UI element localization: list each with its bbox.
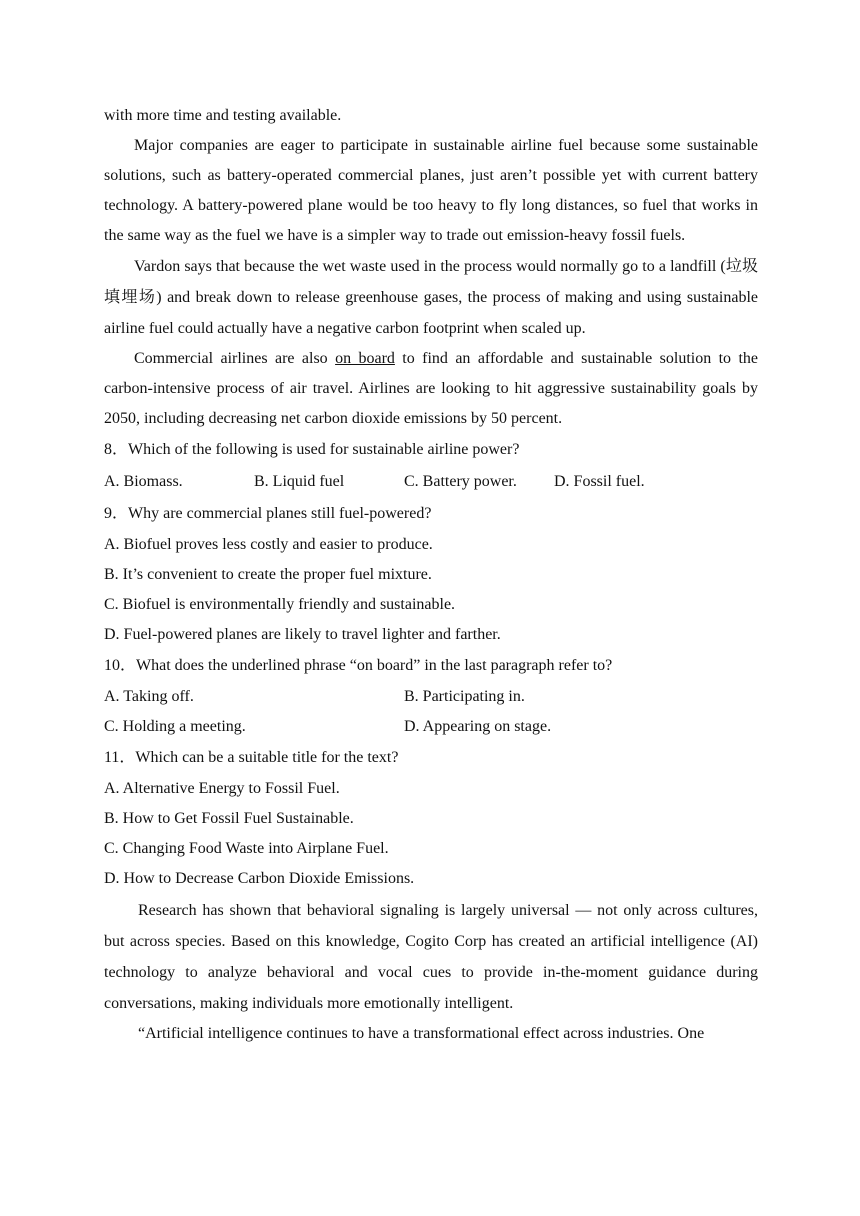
document-page xyxy=(104,101,758,1049)
passage-a-continuation: with more time and testing available. xyxy=(104,107,342,124)
question-10-text: What does the underlined phrase “on board” in the last paragraph refer to? xyxy=(136,657,613,674)
question-8-number: 8． xyxy=(104,441,129,458)
passage-b-paragraph-2: “Artificial intelligence continues to have a transformational effect across industries. One xyxy=(138,1025,705,1042)
question-9-text: Why are commercial planes still fuel-powered? xyxy=(128,505,432,522)
question-8-option-d: D. Fossil fuel. xyxy=(554,473,645,490)
question-8 xyxy=(104,434,758,466)
question-9-option-a: A. Biofuel proves less costly and easier to produce. xyxy=(104,536,433,553)
question-11-option-b: B. How to Get Fossil Fuel Sustainable. xyxy=(104,810,354,827)
paragraph-3-text-before: Commercial airlines are also xyxy=(134,350,336,367)
question-10 xyxy=(104,650,758,682)
question-10-number: 10． xyxy=(104,657,137,674)
passage-a-paragraph-2: Vardon says that because the wet waste used in the process would normally go to a landfill (垃圾填埋场) and break down to release greenhouse gases, the process of making and using sustainable airline fuel could actually have a negative carbon footprint when scaled up. xyxy=(104,258,758,337)
question-8-option-b: B. Liquid fuel xyxy=(254,473,345,490)
question-10-option-a: A. Taking off. xyxy=(104,688,194,705)
question-8-options xyxy=(104,466,758,498)
question-11 xyxy=(104,742,758,774)
question-11-text: Which can be a suitable title for the text? xyxy=(135,749,399,766)
question-9-option-b: B. It’s convenient to create the proper fuel mixture. xyxy=(104,566,432,583)
question-11-number: 11． xyxy=(104,749,136,766)
question-9-option-c: C. Biofuel is environmentally friendly and sustainable. xyxy=(104,596,456,613)
question-11-option-c: C. Changing Food Waste into Airplane Fuel. xyxy=(104,840,389,857)
question-9-number: 9． xyxy=(104,505,129,522)
question-10-option-d: D. Appearing on stage. xyxy=(404,718,552,735)
question-10-options-row-1 xyxy=(104,682,758,712)
underlined-phrase-on-board: on board xyxy=(335,350,395,367)
question-10-option-b: B. Participating in. xyxy=(404,688,525,705)
question-8-text: Which of the following is used for sustainable airline power? xyxy=(128,441,520,458)
question-10-option-c: C. Holding a meeting. xyxy=(104,718,246,735)
question-10-options-row-2 xyxy=(104,712,758,742)
paragraph-3-text-after: to find an affordable and sustainable solution to the carbon-intensive process of air travel. Airlines are looking to hit aggressive sustainability goals by 2050, including decreasing net carbon dioxide emissions by 50 percent. xyxy=(104,350,758,427)
question-8-option-c: C. Battery power. xyxy=(404,473,517,490)
question-8-option-a: A. Biomass. xyxy=(104,473,183,490)
question-9-option-d: D. Fuel-powered planes are likely to travel lighter and farther. xyxy=(104,626,501,643)
question-11-option-a: A. Alternative Energy to Fossil Fuel. xyxy=(104,780,340,797)
passage-a-paragraph-1: Major companies are eager to participate in sustainable airline fuel because some sustainable solutions, such as battery-operated commercial planes, just aren’t possible yet with current battery technology. A battery-powered plane would be too heavy to fly long distances, so fuel that works in the same way as the fuel we have is a simpler way to trade out emission-heavy fossil fuels. xyxy=(104,137,758,244)
passage-b-paragraph-1: Research has shown that behavioral signaling is largely universal — not only across cultures, but across species. Based on this knowledge, Cogito Corp has created an artificial intelligence (AI) technology to analyze behavioral and vocal cues to provide in-the-moment guidance during conversations, making individuals more emotionally intelligent. xyxy=(104,902,758,1012)
question-11-option-d: D. How to Decrease Carbon Dioxide Emissions. xyxy=(104,870,415,887)
question-9 xyxy=(104,498,758,530)
passage-a-paragraph-3 xyxy=(104,344,758,434)
